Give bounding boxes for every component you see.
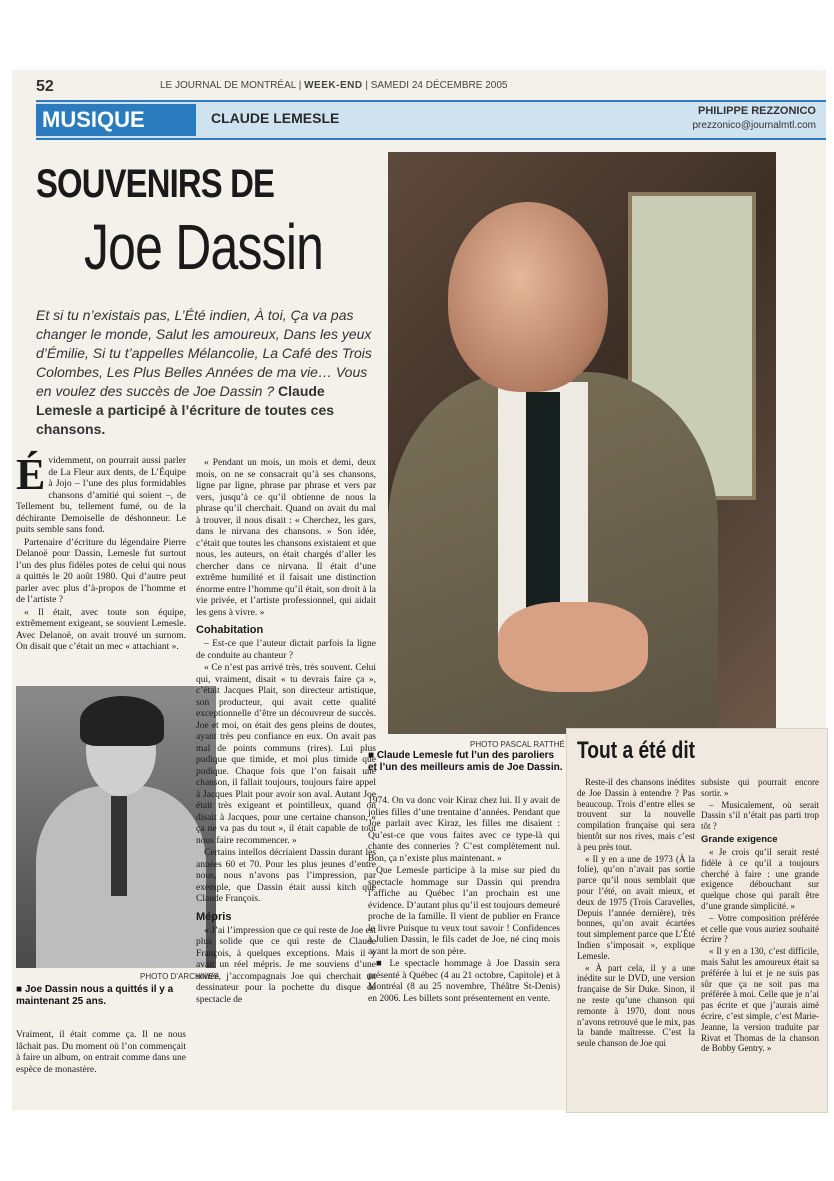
col3-paragraph: ■ Le spectacle hommage à Joe Dassin sera présenté à Québec (4 au 21 octobre, Capitole) et à Montréal (8 au 25 novembre, Théâtre St-Denis) en 2006. Les billets sont présentement en vente. [368,959,560,1004]
col1-paragraph: videmment, on pourrait aussi parler de La Fleur aux dents, de L’Équipe à Jojo – l’une des plus formidables chansons d’amitié qui soient –, de Tellement bu, tellement fumé, ou de la déchirante Demoiselle de déshonneur. Le puits semble sans fond. [16,456,186,535]
sidebar-paragraph: Reste-il des chansons inédites de Joe Dassin à entendre ? Pas beaucoup. Trois d’entre elles se trouvent sur la nouvelle compilation française qui sera bientôt sur nos rives, mais c’est à peu près tout. [577,777,695,852]
col1-paragraph: Vraiment, il était comme ça. Il ne nous lâchait pas. Du moment où l’on commençait à faire un album, on entrait comme dans une espèce de monastère. [16,1030,186,1075]
journal-name: LE JOURNAL DE MONTRÉAL [160,80,296,91]
sidebar-paragraph: – Votre composition préférée et celle que vous auriez souhaité écrire ? [701,912,819,945]
head-shape [448,202,608,392]
sidebar-paragraph: – Musicalement, où serait Dassin s’il n’était pas parti trop tôt ? [701,799,819,832]
lede-italic: Et si tu n’existais pas, L’Été indien, À toi, Ça va pas changer le monde, Salut les amoureux, Dans les yeux d’Émilie, Si tu t’appelles Mélancolie, La Café des Trois Colombes, Les Plus Belles Années de ma vie… Vous en voulez des succès de Joe Dassin ? [36,307,372,399]
main-photo [388,152,776,734]
sidebar-box [566,728,828,1113]
sidebar-paragraph: « Il y en a 130, c’est difficile, mais Salut les amoureux était sa préférée à lui et je ne suis pas sûr que ça ne soit pas ma préférée à moi. Celle que je n’ai pas écrite et que j’aurais aimé écrire, c’est simple, c’est Marie-Jeanne, la version traduite par Rivat et Thomas de la chanson de Bobby Gentry. » [701,946,819,1054]
byline [692,104,816,133]
archive-photo [16,686,216,968]
section-tag: MUSIQUE [36,104,196,136]
lede [36,306,376,439]
tie-shape [526,392,560,622]
byline-email[interactable]: prezzonico@journalmtl.com [692,120,816,131]
sidebar-column-1 [577,777,695,1050]
section-bar [36,100,826,140]
issue-date: SAMEDI 24 DÉCEMBRE 2005 [370,80,508,91]
masthead-section: WEEK-END [304,80,363,91]
sidebar-subhead: Grande exigence [701,833,778,845]
sidebar-paragraph: « Je crois qu’il serait resté fidèle à ce qu’il a toujours cherché à faire : une grande exigence débouchant sur quelque chose qui paraît être d’une grande simplicité. » [701,846,819,911]
col2-paragraph: « Ce n’est pas arrivé très, très souvent. Celui qui, vraiment, disait « tu devrais faire ça », c’était Jacques Plait, son directeur artistique, son producteur, qui avait cette qualité exceptionnelle d’être un découvreur de succès. Joe et moi, on était des gens pleins de doutes, ayant très peu confiance en eux. On avait pas mal de points communs (rires). Lui plus pudique que timide, et moi plus timide que pudique. Chaque fois que l’on faisait une chanson, il fallait toujours, toujours faire appel à Jacques Plait pour avoir son aval. Autant Joe était très exigeant et pointilleux, quand on disait à Jacques, pour une certaine chanson, « ça ne va pas du tout », il était capable de tout nous faire recommencer. » [196,663,376,846]
subhead-mepris: Mépris [196,910,232,923]
page-number: 52 [36,78,54,95]
masthead: LE JOURNAL DE MONTRÉAL | WEEK-END | SAMEDI 24 DÉCEMBRE 2005 [160,80,508,91]
subhead-cohabitation: Cohabitation [196,624,264,636]
headline-line2: Joe Dassin [84,211,324,283]
col3-paragraph: 1974. On va donc voir Kiraz chez lui. Il y avait de jolies filles d’une trentaine d’années. Pendant que Joe parlait avec Kiraz, les filles me disaient : Qu’est-ce que vous faites avec ce type-là qui chante des conneries ? C’est complètement nul. Bon, ça n’existe plus maintenant. » [368,796,560,864]
col1-paragraph: Partenaire d’écriture du légendaire Pierre Delanoë pour Dassin, Lemesle fut surtout l’un des plus fidèles potes de celui qui nous a quittés le 20 août 1980. Qui d’autre peut parler avec plus d’à-propos de l’homme et de l’artiste ? [16,537,186,605]
lede-bold: Claude Lemesle a participé à l’écriture de toutes ces chansons. [36,383,335,437]
sidebar-column-2 [701,777,819,1055]
singer-hair-shape [80,696,164,746]
main-photo-caption: ■ Claude Lemesle fut l’un des paroliers et l’un des meilleurs amis de Joe Dassin. [368,750,563,773]
article-column-2 [196,458,376,1007]
hands-shape [498,602,648,692]
sidebar-title: Tout a été dit [577,737,696,764]
drop-cap: É [16,450,46,499]
singer-tie-shape [111,796,127,896]
article-column-3 [368,796,560,1006]
sidebar-paragraph: « À part cela, il y a une inédite sur le DVD, une version française de Sir Duke. Sinon, il ne reste qu’une chanson qui remonte à 1970, dont nous n’avons retrouvé que le mix, pas la bande maîtresse. C’est la seule chanson de Joe qui [577,962,695,1049]
subject-name: CLAUDE LEMESLE [211,110,340,126]
archive-photo-caption: ■ Joe Dassin nous a quittés il y a maintenant 25 ans. [16,984,174,1007]
byline-name: PHILIPPE REZZONICO [698,105,816,117]
col2-paragraph: « Pendant un mois, un mois et demi, deux mois, on ne se consacrait qu’à ses chansons, ligne par ligne, phrase par phrase et vers par vers, jusqu’à ce qu’il obtienne de nous la phrase qu’il cherchait. Quand on avait du mal à trouver, il nous disait : « Cherchez, les gars, dans le nirvana des chansons. » Son idée, c’était que toutes les chansons existaient et que nous, les auteurs, on était chargés d’aller les chercher dans ce nirvana. Il était d’une extrême humilité et il faisait une distinction énorme entre l’homme qu’il était, son droit à la vie privée, et l’artiste professionnel, qui aidait les gens à vivre. » [196,458,376,618]
sidebar-paragraph: « Il y en a une de 1973 (À la folie), qu’on n’avait pas sortie parce qu’il nous semblait que pour l’été, on avait mieux, et deux de 1975 (Trois Caravelles, Depuis l’année dernière), très bonnes, qu’on avait écartées tout simplement parce que L’Été Indien s’imposait », explique Lemesle. [577,853,695,961]
col1-paragraph: « Il était, avec toute son équipe, extrêmement exigeant, se souvient Lemesle. Avec Delanoë, on avait trouvé un surnom. On disait que c’était un mec « attachiant ». [16,607,186,652]
col2-paragraph: – Est-ce que l’auteur dictait parfois la ligne de conduite au chanteur ? [196,639,376,661]
col2-paragraph: « J’ai l’impression que ce qui reste de Joe est plus solide que ce qui reste de Claude François, à quelques exceptions. Mais il y avait un réel mépris. Je me souviens d’une soirée, j’accompagnais Joe qui cherchait un dessinateur pour la pochette du disque de spectacle de [196,925,376,1005]
article-column-1 [16,450,186,655]
col2-paragraph: Certains intellos décriaient Dassin durant les années 60 et 70. Pour les plus jeunes d’entre nous, nous n’avons pas l’impression, par exemple, que Dassin était aussi kitch que Claude François. [196,848,376,904]
archive-photo-credit: PHOTO D’ARCHIVES [140,972,219,981]
sidebar-paragraph: subsiste qui pourrait encore sortir. » [701,777,819,798]
col3-paragraph: Que Lemesle participe à la mise sur pied du spectacle hommage sur Dassin qui prendra l’affiche au Québec l’an prochain est une évidence. D’autant plus qu’il est toujours demeuré proche de la famille. Il vient de publier en France le livre Puisque tu veux tout savoir ! Confidences à Julien Dassin, le fils cadet de Joe, né cinq mois avant la mort de son père. [368,866,560,957]
main-photo-credit: PHOTO PASCAL RATTHÉ [470,740,565,749]
headline-line1: SOUVENIRS DE [36,162,275,206]
article-column-1-end [16,1030,186,1077]
